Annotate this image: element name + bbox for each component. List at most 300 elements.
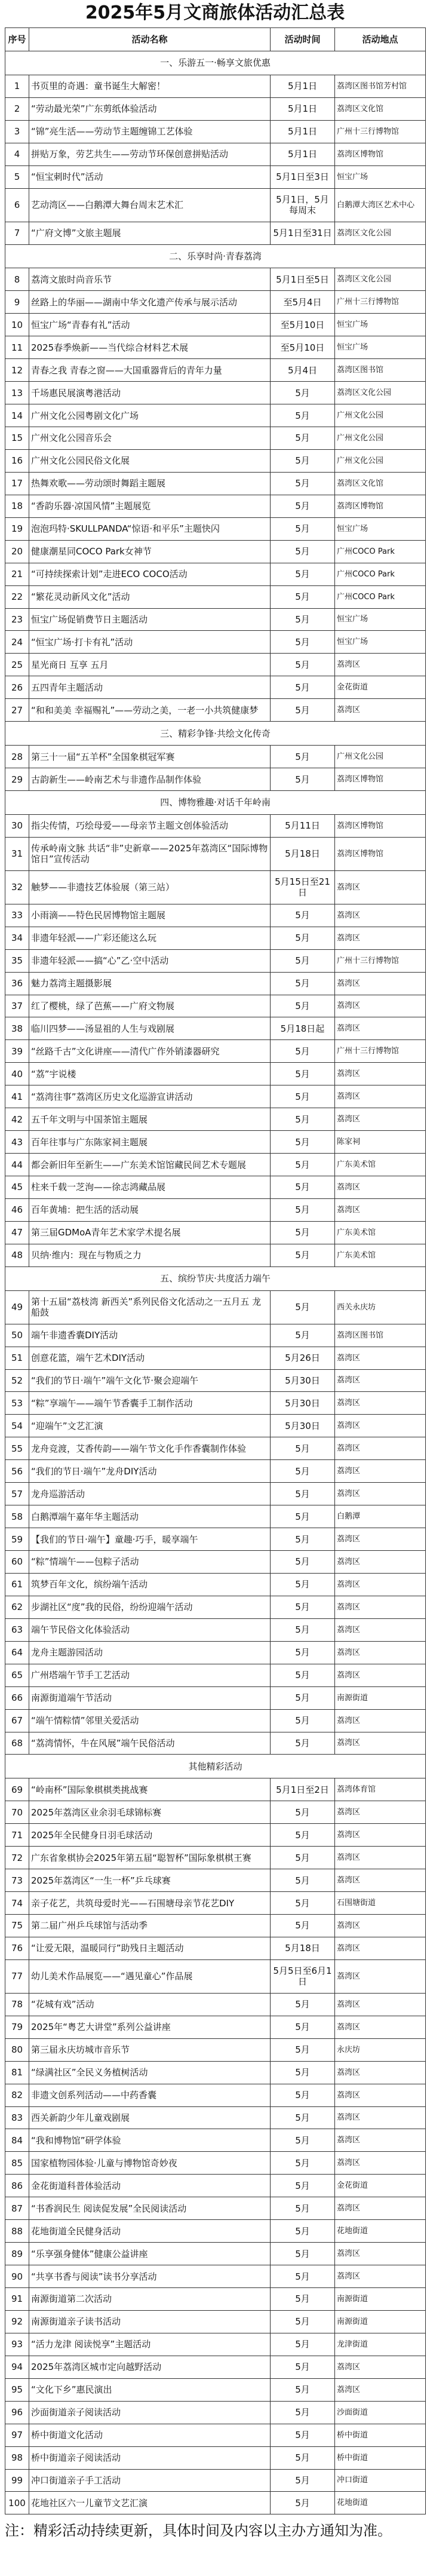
section-title: 五、缤纷节庆·共度活力端午 bbox=[5, 1266, 426, 1290]
row-number: 86 bbox=[5, 2175, 29, 2197]
row-number: 24 bbox=[5, 631, 29, 654]
activity-name: 恒宝广场促销费节日主题活动 bbox=[29, 608, 271, 631]
activity-location: 荔湾区 bbox=[335, 1732, 426, 1755]
activity-date: 5月 bbox=[271, 1993, 335, 2016]
table-row bbox=[5, 404, 426, 427]
table-row bbox=[5, 2220, 426, 2243]
row-number: 100 bbox=[5, 2492, 29, 2514]
activity-date: 5月 bbox=[271, 2129, 335, 2152]
row-number: 79 bbox=[5, 2016, 29, 2038]
activity-location: 荔湾区 bbox=[335, 2061, 426, 2084]
activity-name: 百年往事与广东陈家祠主题展 bbox=[29, 1131, 271, 1154]
activity-location: 荔湾区博物馆 bbox=[335, 814, 426, 837]
table-row bbox=[5, 1847, 426, 1869]
activity-date: 5月 bbox=[271, 2175, 335, 2197]
activity-date: 5月 bbox=[271, 2061, 335, 2084]
activity-location: 广州文化公园 bbox=[335, 746, 426, 768]
row-number: 64 bbox=[5, 1641, 29, 1664]
table-row bbox=[5, 1347, 426, 1369]
activity-name: 南源街道第二次活动 bbox=[29, 2288, 271, 2311]
table-row bbox=[5, 120, 426, 143]
table-row bbox=[5, 495, 426, 517]
activity-location: 荔湾区 bbox=[335, 1664, 426, 1686]
table-row bbox=[5, 75, 426, 97]
activity-date: 5月 bbox=[271, 746, 335, 768]
activity-date: 5月 bbox=[271, 1198, 335, 1221]
activity-location: 荔湾区 bbox=[335, 1483, 426, 1505]
activity-name: 广州文化公园粤剧文化广场 bbox=[29, 404, 271, 427]
activity-name: 花地社区六一儿童节文艺汇演 bbox=[29, 2492, 271, 2514]
activity-location: 荔湾区 bbox=[335, 1528, 426, 1551]
row-number: 98 bbox=[5, 2446, 29, 2469]
activity-location: 荔湾区图书馆芳村馆 bbox=[335, 75, 426, 97]
activity-date: 5月 bbox=[271, 2152, 335, 2175]
row-number: 8 bbox=[5, 268, 29, 291]
table-row bbox=[5, 1505, 426, 1528]
activity-date: 5月 bbox=[271, 472, 335, 495]
table-row bbox=[5, 654, 426, 676]
activity-location: 荔湾区 bbox=[335, 2152, 426, 2175]
activity-name: 幼儿美术作品展览——“遇见童心”作品展 bbox=[29, 1959, 271, 1993]
activity-name: 星光商日 互享 五月 bbox=[29, 654, 271, 676]
table-row bbox=[5, 1483, 426, 1505]
row-number: 92 bbox=[5, 2310, 29, 2333]
activity-name: 端午非遗香囊DIY活动 bbox=[29, 1324, 271, 1347]
row-number: 90 bbox=[5, 2265, 29, 2288]
table-row bbox=[5, 1369, 426, 1392]
table-row bbox=[5, 2492, 426, 2514]
activity-name: “荔”宇说楼 bbox=[29, 1063, 271, 1085]
activity-date: 5月 bbox=[271, 631, 335, 654]
activity-name: 第三届永庆坊城市音乐节 bbox=[29, 2038, 271, 2061]
activity-date: 5月 bbox=[271, 1176, 335, 1199]
activity-location: 荔湾区 bbox=[335, 1551, 426, 1574]
activity-date: 5月 bbox=[271, 1686, 335, 1709]
activity-name: “迎端午”文艺汇演 bbox=[29, 1415, 271, 1437]
row-number: 46 bbox=[5, 1198, 29, 1221]
activity-location: 恒宝广场 bbox=[335, 517, 426, 540]
activity-date: 5月 bbox=[271, 2492, 335, 2514]
activity-date: 5月 bbox=[271, 563, 335, 585]
table-row bbox=[5, 1959, 426, 1993]
activity-name: 魅力荔湾主题摄影展 bbox=[29, 972, 271, 995]
table-row bbox=[5, 2243, 426, 2265]
activity-location: 荔湾区文化公园 bbox=[335, 382, 426, 404]
activity-date: 5月 bbox=[271, 1664, 335, 1686]
header-name: 活动名称 bbox=[29, 28, 271, 51]
row-number: 44 bbox=[5, 1154, 29, 1176]
activity-date: 5月 bbox=[271, 1505, 335, 1528]
header-no: 序号 bbox=[5, 28, 29, 51]
row-number: 80 bbox=[5, 2038, 29, 2061]
row-number: 65 bbox=[5, 1664, 29, 1686]
activity-name: 国家植物园体验·儿童与博物馆奇妙夜 bbox=[29, 2152, 271, 2175]
activity-location: 荔湾区 bbox=[335, 2356, 426, 2378]
row-number: 70 bbox=[5, 1801, 29, 1824]
table-row bbox=[5, 1551, 426, 1574]
row-number: 89 bbox=[5, 2243, 29, 2265]
activity-location: 金花街道 bbox=[335, 2175, 426, 2197]
activity-name: “活力龙津 阅读悦享”主题活动 bbox=[29, 2333, 271, 2356]
activity-location: 荔湾区 bbox=[335, 1437, 426, 1460]
activity-date: 5月 bbox=[271, 1290, 335, 1324]
activity-location: 荔湾区 bbox=[335, 1108, 426, 1131]
activity-date: 5月 bbox=[271, 1131, 335, 1154]
activity-name: “共享书香与阅读”读书分享活动 bbox=[29, 2265, 271, 2288]
activity-name: 2025年“粤艺大讲堂”系列公益讲座 bbox=[29, 2016, 271, 2038]
activity-date: 5月 bbox=[271, 2378, 335, 2401]
table-row bbox=[5, 2016, 426, 2038]
activity-location: 荔湾区 bbox=[335, 1085, 426, 1108]
activity-date: 5月11日 bbox=[271, 814, 335, 837]
row-number: 15 bbox=[5, 427, 29, 450]
activity-location: 广东美术馆 bbox=[335, 1154, 426, 1176]
table-row bbox=[5, 336, 426, 359]
activity-location: 永庆坊 bbox=[335, 2038, 426, 2061]
activity-location: 荔湾区 bbox=[335, 1847, 426, 1869]
activity-date: 5月 bbox=[271, 1437, 335, 1460]
activity-date: 5月 bbox=[271, 608, 335, 631]
row-number: 53 bbox=[5, 1392, 29, 1415]
activity-location: 荔湾区 bbox=[335, 972, 426, 995]
activity-name: “粽”享端午——端午节香囊手工制作活动 bbox=[29, 1392, 271, 1415]
activity-date: 5月30日 bbox=[271, 1392, 335, 1415]
table-row bbox=[5, 1415, 426, 1437]
table-row bbox=[5, 1131, 426, 1154]
activity-location: 广东美术馆 bbox=[335, 1244, 426, 1266]
activity-date: 5月 bbox=[271, 1551, 335, 1574]
activity-date: 5月18日起 bbox=[271, 1017, 335, 1040]
activity-name: 非遗年轻派——搞“心”乙·空中活动 bbox=[29, 949, 271, 972]
activity-name: “香韵乐器·凉国风情”主题展览 bbox=[29, 495, 271, 517]
section-row bbox=[5, 722, 426, 746]
row-number: 95 bbox=[5, 2378, 29, 2401]
row-number: 55 bbox=[5, 1437, 29, 1460]
table-row bbox=[5, 814, 426, 837]
footnote: 注：精彩活动持续更新，具体时间及内容以主办方通知为准。 bbox=[5, 2522, 392, 2539]
table-row bbox=[5, 1915, 426, 1937]
table-row bbox=[5, 1732, 426, 1755]
activity-name: 广东省象棋协会2025年第五届“聪智杯”国际象棋棋王赛 bbox=[29, 1847, 271, 1869]
activity-location: 荔湾区博物馆 bbox=[335, 768, 426, 791]
activity-name: 2025年荔湾区“一生一杯”乒乓球赛 bbox=[29, 1869, 271, 1892]
activity-name: “粽”情端午——包粽子活动 bbox=[29, 1551, 271, 1574]
table-row bbox=[5, 1641, 426, 1664]
activity-date: 5月 bbox=[271, 1483, 335, 1505]
activity-date: 5月 bbox=[271, 2038, 335, 2061]
table-row bbox=[5, 165, 426, 188]
table-row bbox=[5, 1778, 426, 1801]
table-row bbox=[5, 2129, 426, 2152]
activity-name: 广州文化公园音乐会 bbox=[29, 427, 271, 450]
table-row bbox=[5, 427, 426, 450]
activity-name: 龙舟竞渡，艾香传韵——端午节文化手作香囊制作体验 bbox=[29, 1437, 271, 1460]
table-row bbox=[5, 2175, 426, 2197]
row-number: 54 bbox=[5, 1415, 29, 1437]
activity-name: “繁花灵动新风文化”活动 bbox=[29, 585, 271, 608]
activity-name: 红了樱桃，绿了芭蕉——广府文物展 bbox=[29, 995, 271, 1017]
activity-location: 荔湾区 bbox=[335, 927, 426, 949]
activity-location: 荔湾区图书馆 bbox=[335, 359, 426, 382]
table-row bbox=[5, 1244, 426, 1266]
activity-date: 5月 bbox=[271, 1244, 335, 1266]
activity-location: 广州十三行博物馆 bbox=[335, 1040, 426, 1063]
table-row bbox=[5, 2106, 426, 2129]
table-row bbox=[5, 676, 426, 699]
activity-date: 5月1日 bbox=[271, 75, 335, 97]
row-number: 76 bbox=[5, 1937, 29, 1959]
activity-date: 5月1日至3日 bbox=[271, 165, 335, 188]
activity-name: 拼贴万象，劳艺共生——劳动节环保创意拼贴活动 bbox=[29, 143, 271, 165]
activity-date: 5月18日 bbox=[271, 837, 335, 870]
row-number: 4 bbox=[5, 143, 29, 165]
activity-name: 触梦——非遗技艺体验展（第三站） bbox=[29, 870, 271, 904]
activity-name: 第十五届“荔枝湾 新西关”系列民俗文化活动之一五月五 龙船鼓 bbox=[29, 1290, 271, 1324]
row-number: 27 bbox=[5, 699, 29, 722]
activity-location: 恒宝广场 bbox=[335, 608, 426, 631]
activity-name: 筑梦百年文化，缤纷端午活动 bbox=[29, 1573, 271, 1596]
activity-date: 5月 bbox=[271, 2243, 335, 2265]
activity-location: 广州COCO Park bbox=[335, 585, 426, 608]
table-row bbox=[5, 1528, 426, 1551]
row-number: 21 bbox=[5, 563, 29, 585]
row-number: 40 bbox=[5, 1063, 29, 1085]
activity-name: 贝纳·维内：现在与物质之力 bbox=[29, 1244, 271, 1266]
activity-date: 5月 bbox=[271, 1869, 335, 1892]
table-row bbox=[5, 222, 426, 244]
activity-location: 恒宝广场 bbox=[335, 314, 426, 336]
row-number: 84 bbox=[5, 2129, 29, 2152]
activity-date: 5月15日至21日 bbox=[271, 870, 335, 904]
row-number: 11 bbox=[5, 336, 29, 359]
table-row bbox=[5, 1709, 426, 1732]
table-row bbox=[5, 314, 426, 336]
activity-date: 5月 bbox=[271, 427, 335, 450]
table-row bbox=[5, 904, 426, 927]
table-row bbox=[5, 1040, 426, 1063]
activity-date: 5月 bbox=[271, 1915, 335, 1937]
activity-date: 5月 bbox=[271, 2197, 335, 2220]
activity-location: 荔湾区 bbox=[335, 2129, 426, 2152]
table-row bbox=[5, 2401, 426, 2424]
activity-date: 5月 bbox=[271, 1732, 335, 1755]
row-number: 48 bbox=[5, 1244, 29, 1266]
activity-name: 【我们的节日·端午】童趣·巧手，暖享端午 bbox=[29, 1528, 271, 1551]
activity-name: 桥中街道亲子阅读活动 bbox=[29, 2446, 271, 2469]
row-number: 75 bbox=[5, 1915, 29, 1937]
activity-name: 广州塔端午节手工艺活动 bbox=[29, 1664, 271, 1686]
table-row bbox=[5, 382, 426, 404]
table-row bbox=[5, 2446, 426, 2469]
activity-location: 荔湾区 bbox=[335, 1937, 426, 1959]
activity-location: 广州文化公园 bbox=[335, 427, 426, 450]
table-row bbox=[5, 2038, 426, 2061]
activity-location: 沙面街道 bbox=[335, 2401, 426, 2424]
table-row bbox=[5, 449, 426, 472]
table-row bbox=[5, 1392, 426, 1415]
table-row bbox=[5, 1892, 426, 1915]
table-row bbox=[5, 1085, 426, 1108]
row-number: 25 bbox=[5, 654, 29, 676]
row-number: 83 bbox=[5, 2106, 29, 2129]
row-number: 43 bbox=[5, 1131, 29, 1154]
row-number: 57 bbox=[5, 1483, 29, 1505]
row-number: 2 bbox=[5, 97, 29, 120]
activity-date: 5月 bbox=[271, 1641, 335, 1664]
activity-date: 5月 bbox=[271, 1801, 335, 1824]
activity-date: 5月 bbox=[271, 949, 335, 972]
table-row bbox=[5, 2061, 426, 2084]
table-row bbox=[5, 1664, 426, 1686]
activity-name: 都会新旧年至新生——广东美术馆馆藏民间艺术专题展 bbox=[29, 1154, 271, 1176]
activity-date: 5月 bbox=[271, 1573, 335, 1596]
activity-name: 指尖传情，巧绘母爱——母亲节主题文创体验活动 bbox=[29, 814, 271, 837]
row-number: 3 bbox=[5, 120, 29, 143]
activity-date: 5月 bbox=[271, 1221, 335, 1244]
activity-name: 2025春季焕新——当代综合材料艺术展 bbox=[29, 336, 271, 359]
activity-location: 荔湾区 bbox=[335, 1993, 426, 2016]
activity-name: “锦”亮生活——劳动节主题缠锦工艺体验 bbox=[29, 120, 271, 143]
activity-date: 5月5日至6月1日 bbox=[271, 1959, 335, 1993]
activity-location: 桥中街道 bbox=[335, 2446, 426, 2469]
activity-name: 第三十一届“五羊杯”全国象棋冠军赛 bbox=[29, 746, 271, 768]
activity-date: 5月 bbox=[271, 1460, 335, 1483]
row-number: 68 bbox=[5, 1732, 29, 1755]
activity-location: 荔湾区 bbox=[335, 2378, 426, 2401]
activity-date: 5月 bbox=[271, 2446, 335, 2469]
section-row bbox=[5, 51, 426, 75]
activity-location: 荔湾区博物馆 bbox=[335, 143, 426, 165]
table-row bbox=[5, 2152, 426, 2175]
activity-name: 步湖社区“度”我的民俗，纷纷迎端午活动 bbox=[29, 1596, 271, 1618]
activity-name: “我们的节日·端午”端午文化节·聚会迎端午 bbox=[29, 1369, 271, 1392]
section-title: 四、博物雅趣·对话千年岭南 bbox=[5, 791, 426, 815]
row-number: 34 bbox=[5, 927, 29, 949]
table-row bbox=[5, 2288, 426, 2311]
activity-date: 5月30日 bbox=[271, 1369, 335, 1392]
activity-location: 荔湾区 bbox=[335, 1369, 426, 1392]
activity-name: 2025年荔湾区业余羽毛球锦标赛 bbox=[29, 1801, 271, 1824]
activity-date: 5月 bbox=[271, 2310, 335, 2333]
activity-date: 5月1日至31日 bbox=[271, 222, 335, 244]
activity-location: 西关永庆坊 bbox=[335, 1290, 426, 1324]
row-number: 58 bbox=[5, 1505, 29, 1528]
activity-date: 5月 bbox=[271, 972, 335, 995]
activity-location: 广东美术馆 bbox=[335, 1221, 426, 1244]
activity-location: 荔湾区 bbox=[335, 699, 426, 722]
activity-location: 花地街道 bbox=[335, 2492, 426, 2514]
activity-name: 龙舟主题游园活动 bbox=[29, 1641, 271, 1664]
activity-date: 5月 bbox=[271, 382, 335, 404]
activity-location: 荔湾区 bbox=[335, 870, 426, 904]
row-number: 47 bbox=[5, 1221, 29, 1244]
activity-location: 广州COCO Park bbox=[335, 540, 426, 563]
activity-date: 5月1日 bbox=[271, 97, 335, 120]
activity-name: 泡泡玛特·SKULLPANDA“惊语·和平乐”主题快闪 bbox=[29, 517, 271, 540]
section-row bbox=[5, 791, 426, 815]
activity-name: “我和博物馆”研学体验 bbox=[29, 2129, 271, 2152]
table-row bbox=[5, 143, 426, 165]
row-number: 39 bbox=[5, 1040, 29, 1063]
activity-location: 荔湾区 bbox=[335, 2243, 426, 2265]
row-number: 96 bbox=[5, 2401, 29, 2424]
section-row bbox=[5, 1755, 426, 1778]
row-number: 63 bbox=[5, 1618, 29, 1641]
activity-location: 荔湾区博物馆 bbox=[335, 495, 426, 517]
activity-location: 荔湾区 bbox=[335, 1415, 426, 1437]
activity-name: 2025年全民健身日羽毛球活动 bbox=[29, 1824, 271, 1847]
activity-location: 荔湾区文化馆 bbox=[335, 472, 426, 495]
table-row bbox=[5, 2378, 426, 2401]
activity-name: “端午情粽情”邻里关爱活动 bbox=[29, 1709, 271, 1732]
table-row bbox=[5, 995, 426, 1017]
table-row bbox=[5, 1221, 426, 1244]
activity-name: 五千年文明与中国茶馆主题展 bbox=[29, 1108, 271, 1131]
activity-name: “乐享强身健体”健康公益讲座 bbox=[29, 2243, 271, 2265]
activity-date: 5月 bbox=[271, 1847, 335, 1869]
table-row bbox=[5, 1618, 426, 1641]
activity-location: 荔湾区 bbox=[335, 1198, 426, 1221]
table-row bbox=[5, 2333, 426, 2356]
row-number: 35 bbox=[5, 949, 29, 972]
table-row bbox=[5, 2424, 426, 2446]
activity-name: 沙面街道亲子阅读活动 bbox=[29, 2401, 271, 2424]
activity-name: 亲子花艺，共筑母爱时光——石围塘母亲节花艺DIY bbox=[29, 1892, 271, 1915]
row-number: 97 bbox=[5, 2424, 29, 2446]
table-row bbox=[5, 2084, 426, 2106]
row-number: 67 bbox=[5, 1709, 29, 1732]
activity-date: 5月 bbox=[271, 768, 335, 791]
section-title: 三、精彩争锋·共绘文化传奇 bbox=[5, 722, 426, 746]
activity-name: “丝路千古”文化讲座——清代广作外销漆器研究 bbox=[29, 1040, 271, 1063]
activity-name: “荔湾情怀，牛在风展”端午民俗活动 bbox=[29, 1732, 271, 1755]
activity-date: 5月 bbox=[271, 1040, 335, 1063]
table-row bbox=[5, 972, 426, 995]
activity-location: 石围塘街道 bbox=[335, 1892, 426, 1915]
row-number: 5 bbox=[5, 165, 29, 188]
header-date: 活动时间 bbox=[271, 28, 335, 51]
activity-name: 白鹅潭端午嘉年华主题活动 bbox=[29, 1505, 271, 1528]
table-row bbox=[5, 699, 426, 722]
table-row bbox=[5, 608, 426, 631]
table-row bbox=[5, 563, 426, 585]
table-row bbox=[5, 1108, 426, 1131]
activity-date: 5月1日至5日 bbox=[271, 268, 335, 291]
row-number: 33 bbox=[5, 904, 29, 927]
row-number: 72 bbox=[5, 1847, 29, 1869]
row-number: 38 bbox=[5, 1017, 29, 1040]
activity-name: 青春之我 青春之窗——大国重器背后的青年力量 bbox=[29, 359, 271, 382]
activity-name: “恒宝刺时代”活动 bbox=[29, 165, 271, 188]
table-row bbox=[5, 472, 426, 495]
activity-location: 广州十三行博物馆 bbox=[335, 291, 426, 314]
activity-name: 柱来千载一芝洵——徐志鸿藏品展 bbox=[29, 1176, 271, 1199]
table-header-row bbox=[5, 28, 426, 51]
table-row bbox=[5, 1063, 426, 1085]
row-number: 22 bbox=[5, 585, 29, 608]
activity-name: “荔湾往事”荔湾区历史文化巡游宣讲活动 bbox=[29, 1085, 271, 1108]
activity-date: 5月 bbox=[271, 676, 335, 699]
row-number: 62 bbox=[5, 1596, 29, 1618]
row-number: 69 bbox=[5, 1778, 29, 1801]
table-row bbox=[5, 2265, 426, 2288]
activity-date: 5月 bbox=[271, 995, 335, 1017]
activity-name: 创意花篮，端午艺术DIY活动 bbox=[29, 1347, 271, 1369]
activity-name: 五四青年主题活动 bbox=[29, 676, 271, 699]
activity-location: 荔湾区 bbox=[335, 1596, 426, 1618]
table-row bbox=[5, 1017, 426, 1040]
activity-name: 丝路上的华丽——湖南中华文化遗产传承与展示活动 bbox=[29, 291, 271, 314]
